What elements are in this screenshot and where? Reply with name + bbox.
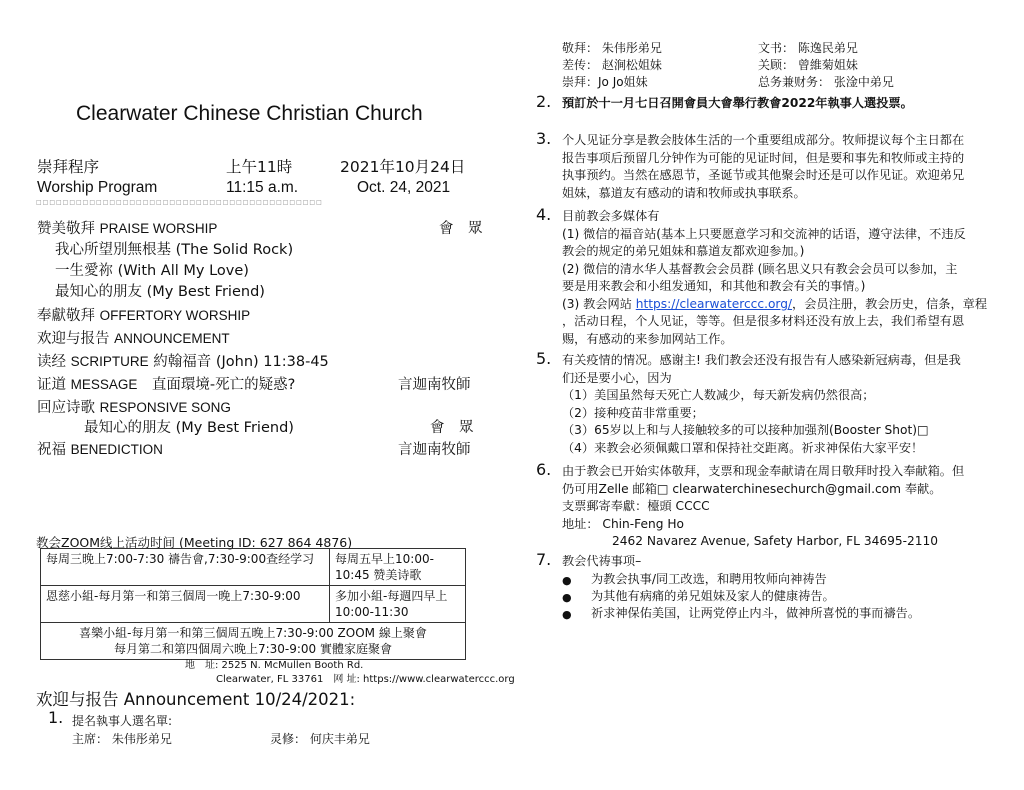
item-number-7: 7.: [536, 550, 552, 569]
offer-en: OFFERTORY WORSHIP: [99, 308, 251, 323]
table-cell: 恩慈小組-每月第一和第三個周一晚上7:30-9:00: [41, 586, 330, 623]
table-cell: 每周五早上10:00-10:45 赞美诗歌: [330, 549, 466, 586]
item-3-line: 执事预约。当然在感恩节，圣诞节或其他聚会时还是可以作见证。欢迎弟兄: [562, 168, 965, 182]
msg-zh: 证道: [37, 377, 66, 393]
joy-group-line-2: 每月第二和第四個周六晚上7:30-9:00 實體家庭聚會: [113, 642, 393, 656]
item-4-line: 赐，有感动的来参加网站工作。: [562, 331, 733, 346]
table-cell: 多加小組-每週四早上10:00-11:30: [330, 586, 466, 623]
program-time-en: 11:15 a.m.: [226, 179, 299, 196]
item-6-text: [562, 463, 964, 551]
item-4-head: 目前教会多媒体有: [562, 209, 660, 223]
zoom-schedule-table: [40, 548, 466, 660]
resp-zh: 回应诗歌: [37, 400, 95, 416]
church-address-2: Clearwater, FL 33761 网 址: https://www.clearwaterccc.org: [216, 674, 515, 685]
item-3-line: 姐妹，慕道友有感动的请和牧师或执事联系。: [562, 185, 806, 200]
nominee-secretary: 文书： 陈逸民弟兄: [758, 41, 858, 55]
item-4-line: 教会的规定的弟兄姐妹和慕道友都欢迎参加。): [562, 244, 805, 258]
item-number-6: 6.: [536, 460, 552, 479]
scripture-item: [37, 350, 329, 371]
nominee-missions: 差传： 赵涧松姐妹: [562, 58, 662, 72]
item-4-line: 要是用来教会和小组发通知，和其他和教会有关的事情。): [562, 279, 866, 293]
resp-leader: 會 眾: [430, 420, 474, 436]
church-website-link[interactable]: https://clearwaterccc.org/: [635, 296, 793, 311]
announcement-item: [37, 327, 230, 348]
item-6-line: 地址： Chin-Feng Ho: [562, 516, 684, 531]
nominee-chair: 主席： 朱伟彤弟兄: [72, 732, 172, 746]
benediction-speaker: 言迦南牧師: [398, 442, 471, 458]
item-number-3: 3.: [536, 129, 552, 148]
msg-en: MESSAGE: [70, 377, 138, 392]
message-item: [37, 373, 295, 394]
item-3-text: [562, 132, 964, 202]
item-6-line: 支票郵寄奉獻：檯頭 CCCC: [562, 499, 710, 513]
church-address-1: 地 址: 2525 N. McMullen Booth Rd.: [185, 660, 364, 671]
item-7-head: 教会代祷事项–: [562, 554, 642, 568]
msg-title: 直面環境-死亡的疑惑?: [151, 377, 296, 393]
zoom-heading: 教会ZOOM线上活动时间 (Meeting ID: 627 864 4876): [36, 535, 353, 550]
nominee-spiritual: 灵修： 何庆丰弟兄: [270, 732, 370, 746]
church-title: Clearwater Chinese Christian Church: [76, 102, 423, 125]
item-5-line: （2）接种疫苗非常重要；: [562, 405, 704, 420]
item-4-website-line: (3) 教会网站 https://clearwaterccc.org/，会员注册，教会历史，信条，章程: [562, 296, 988, 311]
table-cell: 每周三晚上7:00-7:30 禱告會,7:30-9:00查经学习: [41, 549, 330, 586]
item-5-line: （4）来教会必须佩戴口罩和保持社交距离。祈求神保佑大家平安！: [562, 440, 924, 455]
table-row: [41, 623, 466, 660]
item-number-1: 1.: [48, 708, 64, 727]
item-3-line: 个人见证分享是教会肢体生活的一个重要组成部分。牧师提议每个主日都在: [562, 133, 965, 147]
program-label-zh: 崇拜程序: [37, 158, 100, 176]
scr-en: SCRIPTURE: [70, 354, 149, 369]
item-3-line: 报告事项后预留几分钟作为可能的见证时间，但是要和事先和牧师或主持的: [562, 150, 965, 165]
song-1: 我心所望別無根基 (The Solid Rock): [55, 242, 294, 258]
praise-zh: 赞美敬拜: [37, 221, 95, 237]
item-4-line: ，活动日程，个人见证，等等。但是很多材料还没有放上去，我们希望有恩: [562, 314, 965, 328]
offer-zh: 奉獻敬拜: [37, 308, 95, 324]
dotted-separator: □□□□□□□□□□□□□□□□□□□□□□□□□□□□□□□□□□□□□□□□□□□: [36, 199, 323, 206]
nominee-praise: 崇拜：Jo Jo姐妹: [562, 75, 648, 89]
ann-zh: 欢迎与报告: [37, 331, 110, 347]
responsive-song: [37, 396, 231, 417]
ann-en: ANNOUNCEMENT: [114, 331, 230, 346]
bullet-icon: ●: [562, 574, 572, 587]
program-date-en: Oct. 24, 2021: [357, 179, 451, 196]
item-6-line: 2462 Navarez Avenue, Safety Harbor, FL 34695-2110: [612, 534, 939, 548]
nominee-general: 总务兼财务： 张淦中弟兄: [758, 75, 894, 89]
resp-en: RESPONSIVE SONG: [99, 400, 231, 415]
prayer-item-3: 祈求神保佑美国，让两党停止内斗，做神所喜悦的事而禱告。: [591, 606, 921, 620]
ben-zh: 祝福: [37, 442, 66, 458]
program-time-zh: 上午11時: [226, 158, 293, 176]
item-5-text: [562, 352, 961, 457]
item-4-text: [562, 208, 987, 348]
item-5-line: 有关疫情的情况。感谢主! 我们教会还没有报告有人感染新冠病毒，但是我: [562, 353, 961, 367]
prayer-item-2: 为其他有病痛的弟兄姐妹及家人的健康祷告。: [591, 589, 835, 603]
scr-ref: 約翰福音 (John) 11:38-45: [153, 354, 329, 370]
nominee-worship: 敬拜： 朱伟彤弟兄: [562, 41, 662, 55]
item-number-5: 5.: [536, 349, 552, 368]
table-row: [41, 549, 466, 586]
table-cell-wide: [41, 623, 466, 660]
nominee-title: 提名執事人選名單:: [72, 714, 173, 728]
table-row: [41, 586, 466, 623]
bullet-icon: ●: [562, 591, 572, 604]
item-number-2: 2.: [536, 92, 552, 111]
item-5-line: （3）65岁以上和与人接触较多的可以接种加强剂(Booster Shot)□: [562, 423, 929, 437]
song-3: 最知心的朋友 (My Best Friend): [55, 284, 265, 300]
resp-song-title: 最知心的朋友 (My Best Friend): [84, 420, 294, 436]
benediction-item: [37, 438, 163, 459]
message-speaker: 言迦南牧師: [398, 377, 471, 393]
item-4-line: (1) 微信的福音站(基本上只要愿意学习和交流神的话语，遵守法律，不违反: [562, 226, 966, 241]
item-2-text: 預訂於十一月七日召開會員大會舉行教會2022年執事人選投票。: [562, 96, 913, 110]
prayer-item-1: 为教会执事/同工改选，和聘用牧师向神祷告: [591, 572, 827, 586]
song-2: 一生愛祢 (With All My Love): [55, 263, 249, 279]
item-4-line: (2) 微信的清水华人基督教会会员群 (顾名思义只有教会会员可以参加，主: [562, 261, 958, 276]
scr-zh: 读经: [37, 354, 66, 370]
praise-en: PRAISE WORSHIP: [99, 221, 218, 236]
item-number-4: 4.: [536, 205, 552, 224]
program-date-zh: 2021年10月24日: [340, 158, 466, 176]
praise-leader: 會 眾: [439, 221, 483, 237]
item-6-line: 仍可用Zelle 邮箱□ clearwaterchinesechurch@gmail.com 奉献。: [562, 481, 942, 496]
item-6-line: 由于教会已开始实体敬拜，支票和现金奉献请在周日敬拜时投入奉献箱。但: [562, 464, 965, 478]
nominee-care: 关顾： 曾維菊姐妹: [758, 58, 858, 72]
praise-worship: [37, 217, 217, 238]
item-5-line: 们还是要小心，因为: [562, 370, 672, 385]
ben-en: BENEDICTION: [70, 442, 163, 457]
joy-group-line-1: 喜樂小組-每月第一和第三個周五晚上7:30-9:00 ZOOM 線上聚會: [79, 626, 427, 640]
item-5-line: （1）美国虽然每天死亡人数减少，每天新发病仍然很高；: [562, 388, 875, 402]
program-label-en: Worship Program: [37, 179, 158, 196]
bullet-icon: ●: [562, 608, 572, 621]
offertory: [37, 304, 250, 325]
announcement-heading: 欢迎与报告 Announcement 10/24/2021:: [36, 690, 356, 709]
